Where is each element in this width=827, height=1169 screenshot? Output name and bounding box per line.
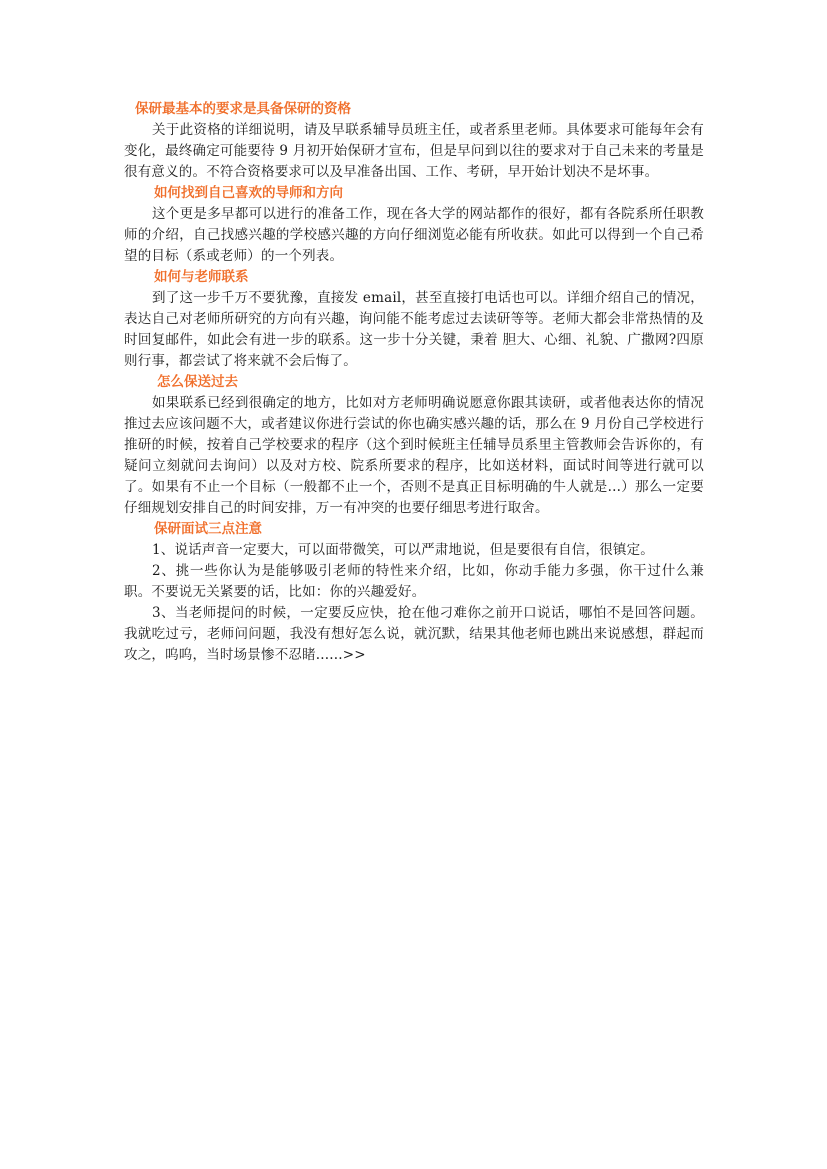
section-heading-find-advisor: 如何找到自己喜欢的导师和方向 — [154, 185, 343, 201]
interview-tip-3: 3、当老师提问的时候，一定要反应快，抢在他刁难你之前开口说话，哪怕不是回答问题。我就吃过亏，老师问问题，我没有想好怎么说，就沉默，结果其他老师也跳出来说感想，群起而攻之，呜呜，当时场景惨不忍睹......>> — [124, 605, 704, 663]
section-heading-recommendation: 怎么保送过去 — [157, 374, 238, 390]
document-body — [124, 99, 704, 666]
interview-tip-1: 1、说话声音一定要大，可以面带微笑，可以严肃地说，但是要很有自信，很镇定。 — [152, 542, 654, 558]
section-heading-interview-tips: 保研面试三点注意 — [154, 521, 262, 537]
section-paragraph: 这个更是多早都可以进行的准备工作，现在各大学的网站都作的很好，都有各院系所任职教师的介绍，自己找感兴趣的学校感兴趣的方向仔细浏览必能有所收获。如此可以得到一个自己希望的目标（系或老师）的一个列表。 — [124, 206, 704, 264]
section-paragraph: 到了这一步千万不要犹豫，直接发 email，甚至直接打电话也可以。详细介绍自己的情况，表达自己对老师所研究的方向有兴趣，询问能不能考虑过去读研等等。老师大都会非常热情的及时回复邮件，如此会有进一步的联系。这一步十分关键，秉着 胆大、心细、礼貌、广撒网?四原则行事，都尝试了将来就不会后悔了。 — [124, 290, 704, 369]
section-heading-contact-teacher: 如何与老师联系 — [154, 269, 249, 285]
section-heading-qualification: 保研最基本的要求是具备保研的资格 — [135, 101, 351, 117]
section-paragraph: 如果联系已经到很确定的地方，比如对方老师明确说愿意你跟其读研，或者他表达你的情况推过去应该问题不大，或者建议你进行尝试的你也确实感兴趣的话，那么在 9 月份自己学校进行推研的时候，按着自己学校要求的程序（这个到时候班主任辅导员系里主管教师会告诉你的，有疑问立刻就问去询问）以及对方校、院系所要求的程序，比如送材料，面试时间等进行就可以了。如果有不止一个目标（一般都不止一个，否则不是真正目标明确的牛人就是...）那么一定要仔细规划安排自己的时间安排，万一有冲突的也要仔细思考进行取舍。 — [124, 395, 704, 516]
interview-tip-2: 2、挑一些你认为是能够吸引老师的特性来介绍，比如，你动手能力多强，你干过什么兼职。不要说无关紧要的话，比如：你的兴趣爱好。 — [124, 563, 704, 600]
section-paragraph: 关于此资格的详细说明，请及早联系辅导员班主任，或者系里老师。具体要求可能每年会有变化，最终确定可能要待 9 月初开始保研才宣布，但是早问到以往的要求对于自己未来的考量是很有意义的。不符合资格要求可以及早准备出国、工作、考研，早开始计划决不是坏事。 — [124, 122, 704, 180]
